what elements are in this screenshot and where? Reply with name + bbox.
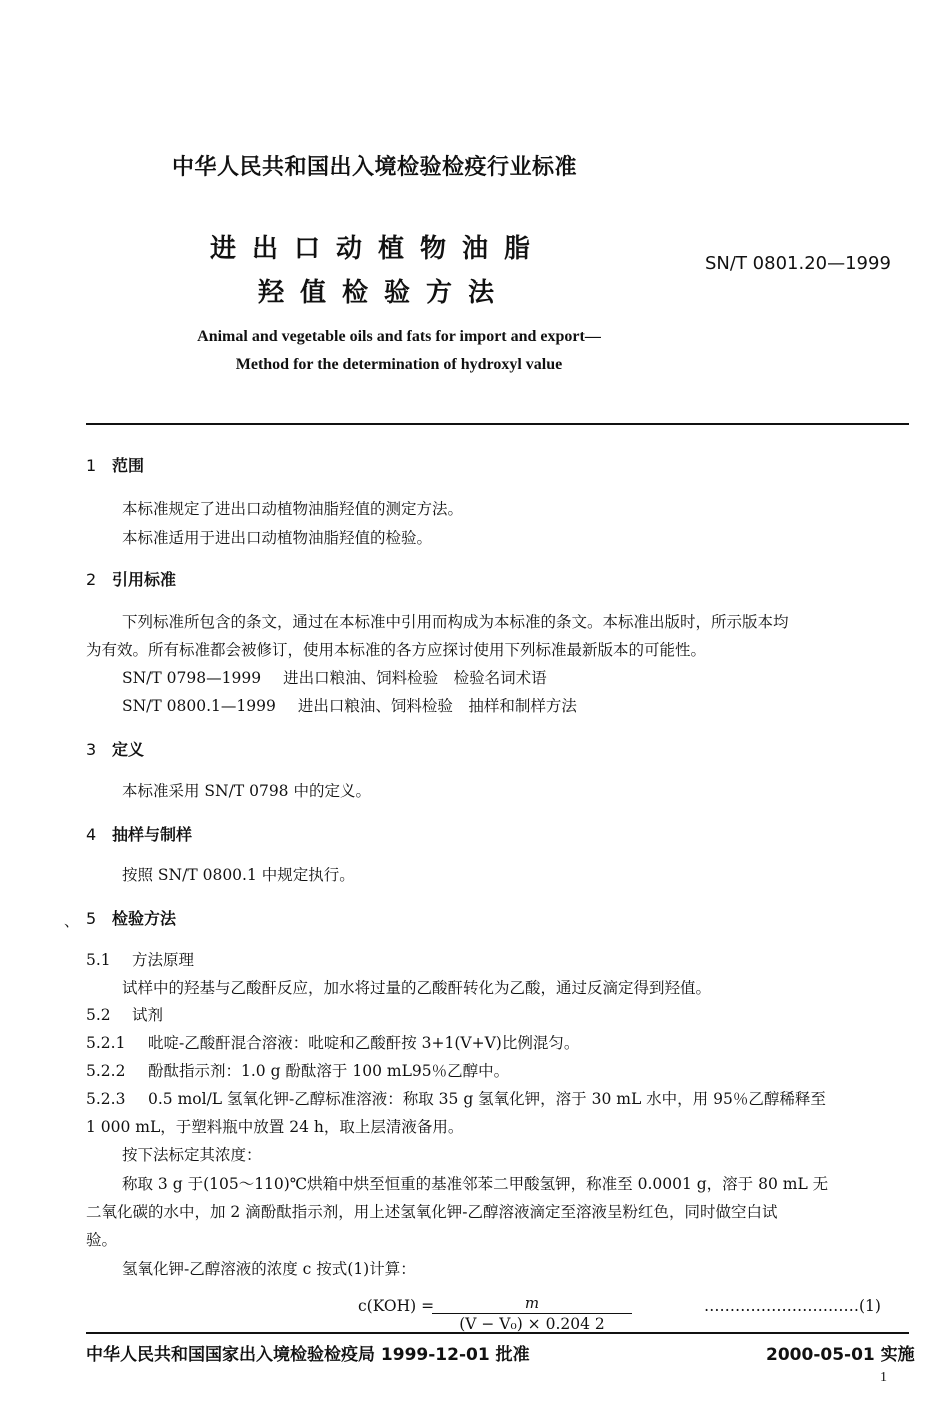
section-title: 抽样与制样 [112, 825, 193, 844]
effective-date: 2000-05-01 实施 [766, 1345, 915, 1365]
item-number: 5.2.1 [86, 1034, 126, 1052]
formula-number: …………………………(1) [704, 1297, 881, 1315]
approval-statement: 中华人民共和国国家出入境检验检疫局 1999-12-01 批准 [86, 1345, 530, 1365]
margin-mark: 、 [64, 912, 80, 930]
section-title: 引用标准 [112, 570, 177, 589]
standard-code: SN/T 0801.20—1999 [705, 253, 891, 274]
footer-rule [86, 1332, 909, 1334]
references-paragraph-line2: 为有效。所有标准都会被修订，使用本标准的各方应探讨使用下列标准最新版本的可能性。 [86, 641, 707, 659]
principle-paragraph: 试样中的羟基与乙酸酐反应，加水将过量的乙酸酐转化为乙酸，通过反滴定得到羟值。 [122, 979, 712, 997]
reference-code: SN/T 0800.1—1999 [122, 697, 276, 715]
section-number: 5 [86, 909, 97, 928]
subsection-number: 5.1 [86, 951, 111, 969]
formula-denominator: (V − V₀) × 0.204 2 [459, 1315, 605, 1333]
item-number: 5.2.2 [86, 1062, 126, 1080]
references-paragraph-line1: 下列标准所包含的条文，通过在本标准中引用而构成为本标准的条文。本标准出版时，所示版本均 [122, 613, 789, 631]
subsection-5-2-heading [86, 1003, 163, 1025]
section-number: 4 [86, 825, 97, 844]
english-title-line1: Animal and vegetable oils and fats for import and export— [197, 328, 601, 345]
reagent-5-2-1 [86, 1031, 579, 1053]
definitions-paragraph: 本标准采用 SN/T 0798 中的定义。 [122, 782, 371, 800]
formula-fraction [432, 1294, 632, 1333]
section-title: 定义 [112, 740, 145, 759]
english-title-line2: Method for the determination of hydroxyl value [235, 356, 563, 373]
subsection-number: 5.2 [86, 1006, 111, 1024]
calibration-line2: 二氧化碳的水中，加 2 滴酚酞指示剂，用上述氢氧化钾-乙醇溶液滴定至溶液呈粉红色，同时做空白试 [86, 1203, 778, 1221]
sampling-paragraph: 按照 SN/T 0800.1 中规定执行。 [122, 866, 355, 884]
item-text: 吡啶-乙酸酐混合溶液：吡啶和乙酸酐按 3+1(V+V)比例混匀。 [148, 1034, 580, 1052]
section-heading-method [86, 906, 176, 929]
calibration-intro: 按下法标定其浓度： [122, 1146, 262, 1164]
reference-title: 进出口粮油、饲料检验 抽样和制样方法 [297, 697, 577, 715]
fraction-bar [432, 1313, 632, 1314]
issuing-authority: 中华人民共和国出入境检验检疫行业标准 [172, 155, 578, 180]
item-text: 酚酞指示剂：1.0 g 酚酞溶于 100 mL95％乙醇中。 [148, 1062, 510, 1080]
scope-paragraph-1: 本标准规定了进出口动植物油脂羟值的测定方法。 [122, 500, 464, 518]
subsection-title: 方法原理 [132, 951, 195, 969]
calibration-line3: 验。 [86, 1231, 118, 1249]
item-text: 0.5 mol/L 氢氧化钾-乙醇标准溶液：称取 35 g 氢氧化钾，溶于 30 mL 水中，用 95％乙醇稀释至 [148, 1090, 826, 1108]
section-number: 1 [86, 456, 97, 475]
section-heading-sampling [86, 822, 192, 845]
section-heading-scope [86, 453, 144, 476]
scope-paragraph-2: 本标准适用于进出口动植物油脂羟值的检验。 [122, 529, 433, 547]
reagent-5-2-3 [86, 1087, 826, 1109]
reference-item-1 [122, 666, 547, 688]
section-heading-definitions [86, 737, 144, 760]
reagent-5-2-2 [86, 1059, 509, 1081]
document-title-line2: 羟值检验方法 [258, 278, 511, 308]
formula-lhs: c(KOH) = [358, 1297, 435, 1315]
formula-numerator: m [524, 1294, 540, 1312]
subsection-5-1-heading [86, 948, 194, 970]
reference-item-2 [122, 694, 577, 716]
page-number: 1 [880, 1370, 887, 1385]
section-title: 范围 [112, 456, 145, 475]
header-rule [86, 423, 909, 425]
document-title-line1: 进出口动植物油脂 [210, 234, 547, 264]
reagent-5-2-3-line2: 1 000 mL，于塑料瓶中放置 24 h，取上层清液备用。 [86, 1118, 464, 1136]
reference-code: SN/T 0798—1999 [122, 669, 262, 687]
section-heading-references [86, 567, 176, 590]
section-number: 3 [86, 740, 97, 759]
reference-title: 进出口粮油、饲料检验 检验名词术语 [283, 669, 547, 687]
calculation-intro: 氢氧化钾-乙醇溶液的浓度 c 按式(1)计算： [122, 1260, 416, 1278]
subsection-title: 试剂 [132, 1006, 164, 1024]
section-title: 检验方法 [112, 909, 177, 928]
section-number: 2 [86, 570, 97, 589]
calibration-line1: 称取 3 g 于(105～110)℃烘箱中烘至恒重的基准邻苯二甲酸氢钾，称准至 0.0001 g，溶于 80 mL 无 [122, 1175, 829, 1193]
item-number: 5.2.3 [86, 1090, 126, 1108]
